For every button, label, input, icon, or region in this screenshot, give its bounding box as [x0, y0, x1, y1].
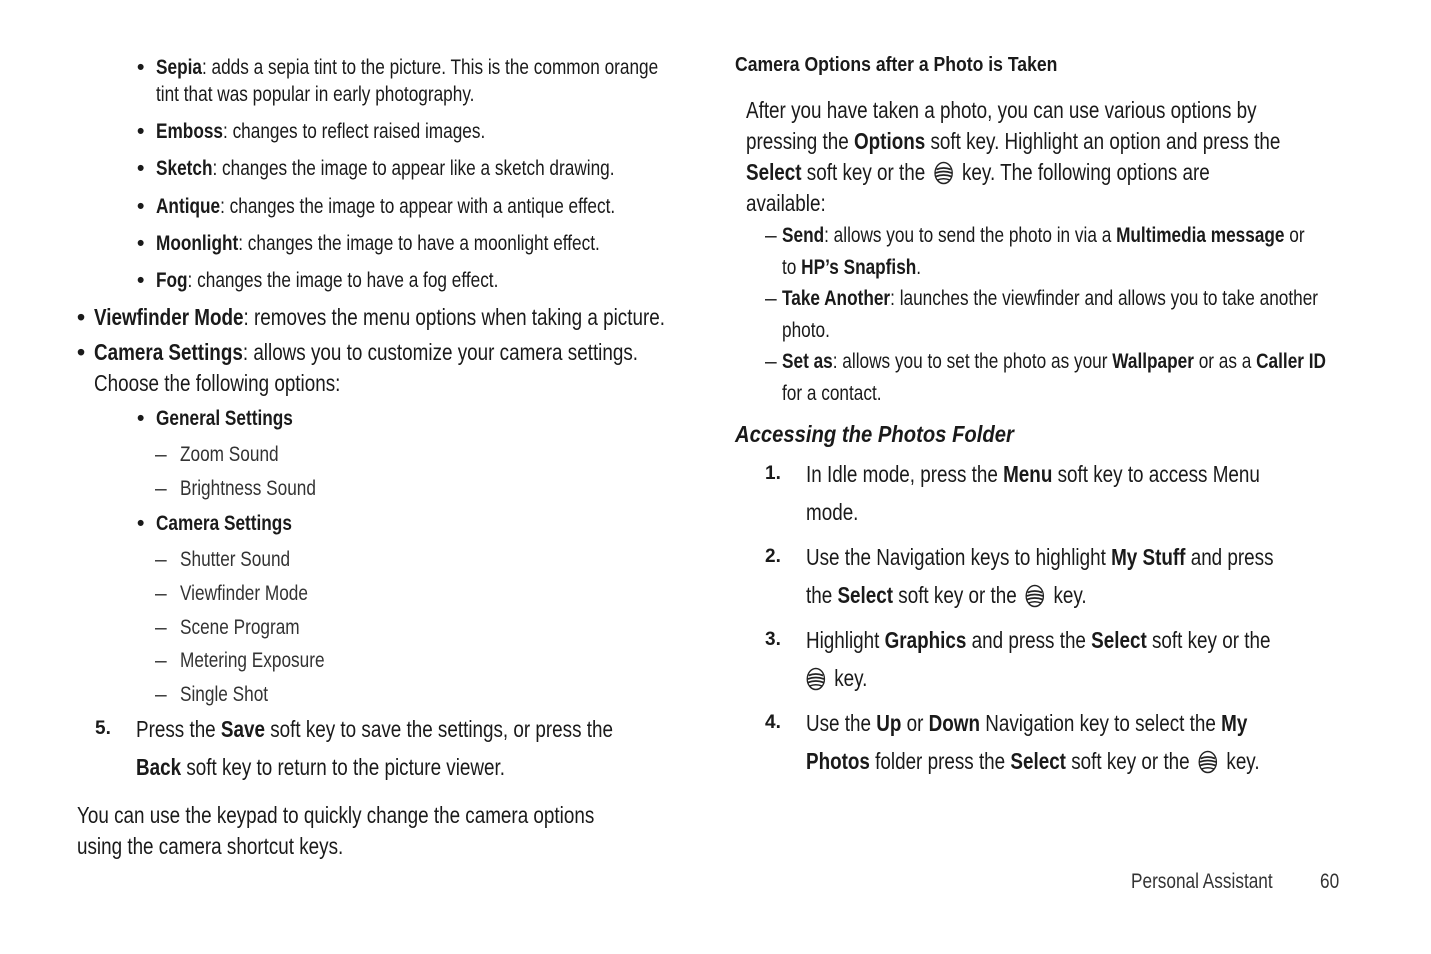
select-key-icon: [806, 667, 826, 691]
intro-paragraph: After you have taken a photo, you can use various options by pressing the Options soft key. Highlight an option and press the Select soft key or the key. The following options are available:: [746, 97, 1281, 216]
manual-page: • Sepia: adds a sepia tint to the picture. This is the common orange tint that was popular in early photography. • Emboss: changes to reflect raised images. • Sketch: changes the image to appear like a sketch drawing. • Antique: changes the image to appear with a antique effect. • Moonlight: changes the image to have a moonlight effect. • Fog: changes the image to have a fog effect. • Viewfinder Mode: removes the menu options when taking a picture. • Camera Settings: allows you to customize your camera settings. Choose the following options: • General Settings – Zoom Sound – Brightness Sound • Camera Settings – Shutter Sound – Viewfinder Mode – Scene Program – Metering Exposure – Single Shot 5. Press the Save soft key to save the settings, or press the Back soft key to return to the picture viewer. You can use the keypad to quickly change the camera options using the camera shortcut keys. Camera Options after a Photo is Taken After you have taken a photo, you can use various options by pressing the Options soft key. Highlight an option and press the Select soft key or the key. The following options are available: – Send: allows you to send the photo in via a Multimedia message or to HP’s Snapfish. – Take Another: launches the viewfinder and allows you to take another photo. – Set as: allows you to set the photo as your Wallpaper or as a Caller ID for a contact. Accessing the Photos Folder 1. In Idle mode, press the Menu soft key to access Menu mode. 2. Use the Navigation keys to highlight My Stuff and press the Select soft key or the key. 3. Highlight Graphics and press the Select soft key or the key. 4. Use the Up or Down Navigation key to select the My Photos folder press the Select soft key or the key. Personal Assistant 60: [0, 0, 1431, 954]
select-key-icon: [1198, 750, 1218, 774]
select-key-icon: [1025, 584, 1045, 608]
page-number: 60: [1320, 870, 1340, 893]
section-heading-camera-options: Camera Options after a Photo is Taken: [735, 54, 1058, 76]
closing-paragraph: You can use the keypad to quickly change the camera options using the camera shortcut keys.: [77, 802, 595, 859]
section-heading-photos-folder: Accessing the Photos Folder: [735, 421, 1014, 447]
footer-section-title: Personal Assistant: [1131, 870, 1273, 893]
select-key-icon: [934, 161, 954, 185]
